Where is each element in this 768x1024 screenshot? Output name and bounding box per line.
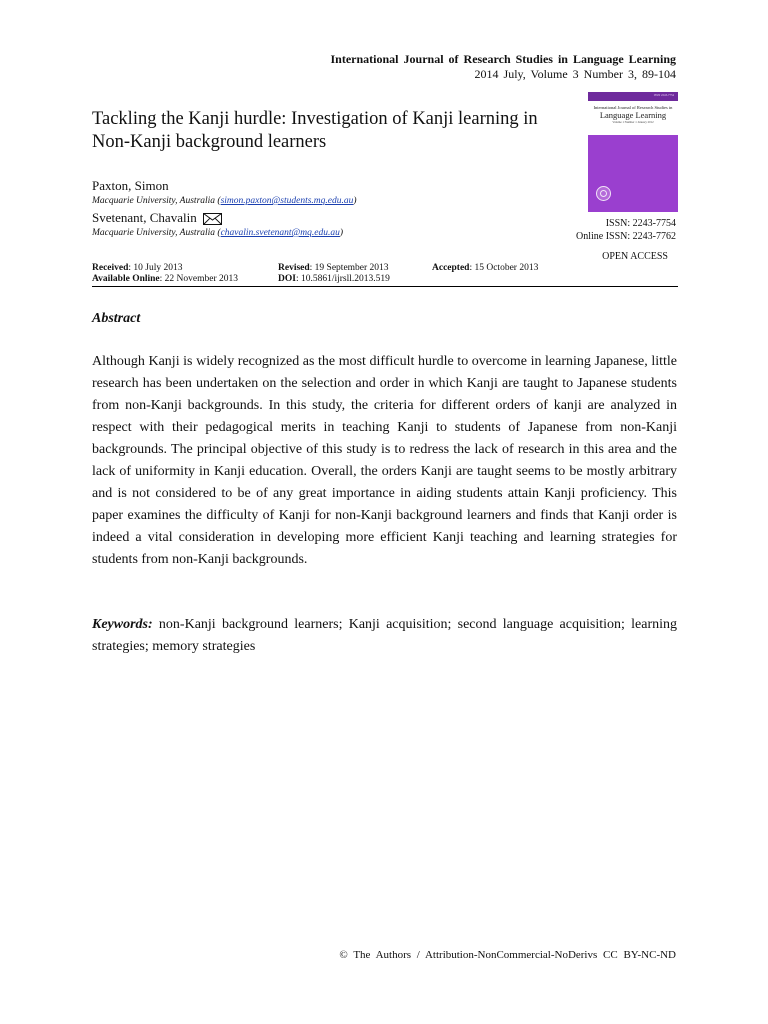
revised-label: Revised [278,263,310,273]
keywords [92,614,677,658]
open-access-label: OPEN ACCESS [602,251,668,262]
doi-label: DOI [278,274,296,284]
online-value: : 22 November 2013 [159,274,239,284]
license-footer: © The Authors / Attribution-NonCommercial-NoDerivs CC BY-NC-ND [339,949,676,961]
cover-band-text: ISSN 2243-7754 [653,93,674,97]
received-label: Received [92,263,129,273]
accepted-date [432,262,538,274]
keywords-label: Keywords: [92,617,153,632]
journal-name: International Journal of Research Studies in Language Learning [330,52,676,66]
cover-journal-name: International Journal of Research Studies in [593,105,673,110]
journal-issue: 2014 July, Volume 3 Number 3, 89-104 [474,67,676,81]
cover-band [588,92,678,101]
mail-icon[interactable] [203,212,222,224]
author-email-link[interactable]: simon.paxton@students.mq.edu.au [220,196,354,206]
accepted-label: Accepted [432,263,470,273]
affiliation-text: Macquarie University, Australia ( [92,228,221,238]
issn-print: ISSN: 2243-7754 [605,218,676,229]
accepted-value: : 15 October 2013 [469,263,539,273]
cover-volume: Volume 1 Number 1 January 2012 [612,120,654,124]
cover-journal-title: Language Learning [599,110,667,120]
issn-block [576,217,676,243]
journal-header [331,52,676,82]
header-divider [92,286,678,287]
revised-value: : 19 September 2013 [309,263,389,273]
paper-title: Tackling the Kanji hurdle: Investigation of Kanji learning in Non-Kanji background learners [92,109,538,152]
cover-logo-icon [596,186,611,201]
author-email-link[interactable]: chavalin.svetenant@mq.edu.au [220,228,340,238]
affiliation-text: Macquarie University, Australia ( [92,196,221,206]
journal-cover-image [588,92,678,212]
author-affiliation [92,196,357,206]
received-value: : 10 July 2013 [128,263,183,273]
affiliation-close: ) [339,228,344,238]
affiliation-close: ) [353,196,357,206]
abstract-body: Although Kanji is widely recognized as the most difficult hurdle to overcome in learning Japanese, little research has been undertaken on the selection and order in which Kanji are taught to Japanese students from non-Kanji backgrounds. In this study, the criteria for different orders of kanji are analyzed in respect with their pedagogical merits in teaching Kanji to students of Japanese from non-Kanji backgrounds. The principal objective of this study is to redress the lack of research in this area and the lack of uniformity in Kanji education. Overall, the orders Kanji are taught seems to be mostly arbitrary and is not considered to be of any great importance in aiding students attain Kanji proficiency. This paper examines the difficulty of Kanji for non-Kanji background learners and finds that Kanji order is indeed a vital consideration in developing more efficient Kanji teaching and learning strategies for students from non-Kanji backgrounds. [92,354,677,567]
author-row [92,210,222,226]
abstract-heading: Abstract [92,311,141,326]
doi [278,273,390,285]
keywords-text: non-Kanji background learners; Kanji acquisition; second language acquisition; learning strategies; memory strategies [92,617,677,654]
online-label: Available Online [92,274,160,284]
online-date [92,273,238,285]
cover-title-area [588,101,678,135]
author-name: Paxton, Simon [92,178,169,193]
author-affiliation [92,228,343,238]
author-name: Svetenant, Chavalin [92,210,197,225]
issn-online: Online ISSN: 2243-7762 [576,231,676,242]
doi-value[interactable]: : 10.5861/ijrsll.2013.519 [295,274,390,284]
